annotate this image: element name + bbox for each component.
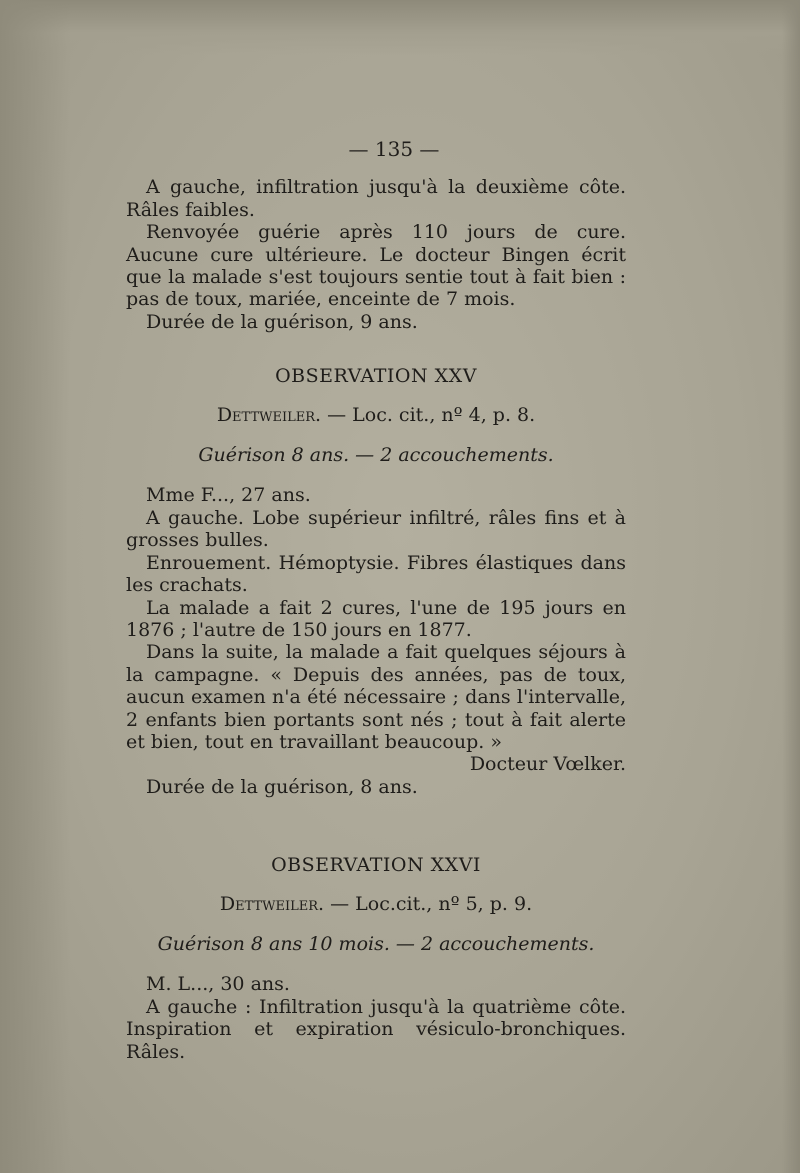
reference-author: Dettweiler.	[219, 892, 325, 915]
paragraph: La malade a fait 2 cures, l'une de 195 jours en 1876 ; l'autre de 150 jours en 1877.	[126, 596, 626, 641]
page-top-shadow	[0, 0, 800, 55]
page-right-shadow	[782, 0, 800, 1173]
reference-citation: — Loc. cit., nº 4, p. 8.	[321, 403, 536, 426]
paragraph: Mme F..., 27 ans.	[146, 484, 311, 507]
paragraph: A gauche : Infiltration jusqu'à la quatrième côte. Inspiration et expiration vésiculo-bronchiques. Râles.	[126, 995, 626, 1063]
paragraph: A gauche. Lobe supérieur infiltré, râles fins et à grosses bulles.	[126, 506, 626, 552]
paragraph: M. L..., 30 ans.	[146, 973, 290, 996]
signature: Docteur Vœlker.	[469, 753, 626, 776]
page-number: — 135 —	[348, 137, 440, 161]
paragraph: Renvoyée guérie après 110 jours de cure. Aucune cure ultérieure. Le docteur Bingen écrit que la malade s'est toujours sentie tout à fait bien : pas de toux, mariée, enceinte de 7 mois.	[126, 221, 626, 311]
observation-heading: OBSERVATION XXV	[275, 365, 477, 388]
reference-author: Dettweiler.	[216, 403, 322, 426]
reference-line	[126, 404, 626, 426]
paragraph: A gauche, infiltration jusqu'à la deuxième côte. Râles faibles.	[126, 176, 626, 221]
paragraph: Durée de la guérison, 9 ans.	[146, 310, 418, 333]
observation-heading: OBSERVATION XXVI	[271, 854, 481, 877]
page-text	[126, 138, 626, 1063]
reference-citation: — Loc.cit., nº 5, p. 9.	[324, 892, 533, 915]
reference-line	[126, 893, 626, 915]
page-left-shadow	[0, 0, 70, 1173]
observation-subtitle: Guérison 8 ans. — 2 accouchements.	[198, 444, 554, 467]
observation-subtitle: Guérison 8 ans 10 mois. — 2 accouchements.	[157, 932, 595, 955]
paragraph: Durée de la guérison, 8 ans.	[146, 775, 418, 798]
paragraph: Dans la suite, la malade a fait quelques séjours à la campagne. « Depuis des années, pas de toux, aucun examen n'a été nécessaire ; dans l'intervalle, 2 enfants bien portants sont nés ; tout à fait alerte et bien, tout en travaillant beaucoup. »	[126, 641, 626, 753]
paragraph: Enrouement. Hémoptysie. Fibres élastiques dans les crachats.	[126, 551, 626, 597]
